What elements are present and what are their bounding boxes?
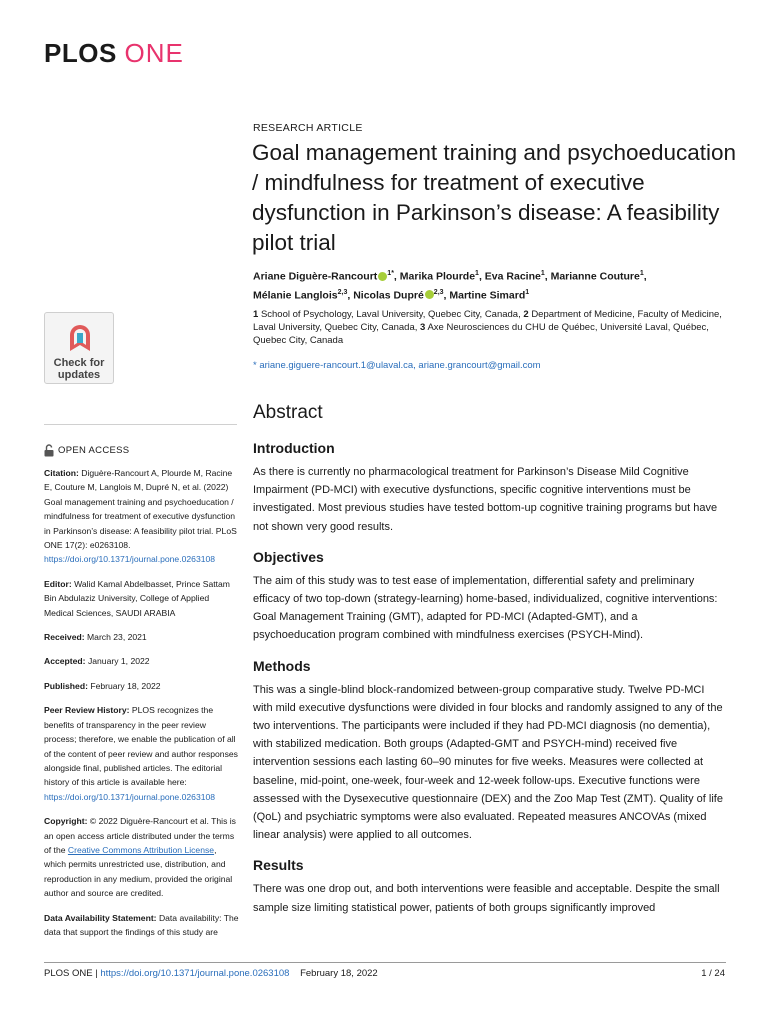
logo-one: ONE — [124, 38, 184, 68]
open-access-label: OPEN ACCESS — [44, 444, 129, 457]
section-heading: Results — [253, 857, 304, 874]
license-link[interactable]: Creative Commons Attribution License — [67, 844, 215, 855]
author-name[interactable]: Marika Plourde — [399, 270, 476, 283]
crossmark-icon — [65, 321, 95, 353]
orcid-icon[interactable] — [378, 272, 387, 281]
section-text: The aim of this study was to test ease of implementation, differential safety and preliminary efficacy of two top-down (strategy-learning) home-based, individualized, cognitive interventions: Goal Management Training (GMT), adapted for PD-MCI (Adapted-GMT), and a psychoeducation program combined with mindfulness exercises (PSYCH-Mind). — [253, 574, 718, 642]
page-number: 1 / 24 — [701, 968, 725, 979]
check-for-updates-badge[interactable]: Check for updates — [44, 312, 114, 384]
article-title: Goal management training and psychoeducation / mindfulness for treatment of executive dysfunction in Parkinson’s disease: A feasibility pilot trial — [252, 140, 737, 255]
footer-doi-link[interactable]: https://doi.org/10.1371/journal.pone.0263108 — [100, 968, 290, 979]
author-name[interactable]: Eva Racine — [484, 270, 541, 283]
author-name[interactable]: Nicolas Dupré — [353, 289, 424, 301]
section-heading: Methods — [253, 657, 311, 674]
open-lock-icon — [44, 444, 54, 457]
peer-review-block: Peer Review History: PLOS recognizes the benefits of transparency in the peer review process; therefore, we enable the publication of all of the content of peer review and author responses alongside final, published articles. The editorial history of this article is available here: https://doi.org/10.1371/journal.pone.0263108 — [44, 705, 238, 802]
published-block: Published: February 18, 2022 — [44, 680, 161, 691]
article-metadata-sidebar — [44, 466, 239, 949]
received-block: Received: March 23, 2021 — [44, 632, 147, 643]
author-list: Ariane Diguère-Rancourt $^{1*}$, Marika Plourde$^1$, Eva Racine$^1$, Marianne Couture$^1$, Mélanie Langlois$^{2,3}$, Nicolas Dupré $^{2,3}$, Martine Simard$^1$ — [253, 270, 647, 301]
footer-divider — [44, 962, 726, 963]
peer-review-link[interactable]: https://doi.org/10.1371/journal.pone.0263108 — [44, 791, 216, 802]
editor-block: Editor: Walid Kamal Abdelbasset, Prince Sattam Bin Abdulaziz University, College of Applied Medical Sciences, SAUDI ARABIA — [44, 578, 230, 618]
author-name[interactable]: Marianne Couture — [550, 270, 640, 283]
email-link[interactable]: ariane.giguere-rancourt.1@ulaval.ca, ariane.grancourt@gmail.com — [259, 360, 541, 371]
author-name[interactable]: Mélanie Langlois — [253, 289, 338, 301]
correspondence: * ariane.giguere-rancourt.1@ulaval.ca, ariane.grancourt@gmail.com — [253, 360, 541, 371]
author-name[interactable]: Martine Simard — [449, 289, 526, 301]
section-text: This was a single-blind block-randomized between-group comparative study. Twelve PD-MCI with mild executive dysfunctions were divided in four blocks and randomly assigned to any of the two interventions. The participants were included if they had PD-MCI diagnosis (no dementia), with stabilized medication. Both groups (Adapted-GMT and PSYCH-mind) received five intervention sessions each lasting 60–90 minutes for five weeks. Measures were collected at baseline, mid-point, one-week, four-week and 12-week follow-ups. Executive functions were assessed with the Dysexecutive questionnaire (DEX) and the Zoo Map Test (ZMT). Quality of life (QoL) and psychiatric symptoms were also evaluated. Repeated measures ANCOVAs (mixed linear analysis) were applied to all outcomes. — [253, 683, 723, 842]
article-type: RESEARCH ARTICLE — [253, 122, 363, 134]
citation-block: Citation: Diguère-Rancourt A, Plourde M, Racine E, Couture M, Langlois M, Dupré N, et al. (2022) Goal management training and psychoeducation / mindfulness for treatment of executive dysfunction in Parkinson’s disease: A feasibility pilot trial. PLoS ONE 17(2): e0263108. https://doi.org/10.1371/journal.pone.0263108 — [44, 468, 237, 565]
section-text: There was one drop out, and both interventions were feasible and acceptable. Despite the small sample size limiting statistical power, patients of both groups significantly improved — [253, 883, 720, 914]
data-availability-block: Data Availability Statement: Data availability: The data that support the findings of this study are — [44, 912, 239, 937]
copyright-block: Copyright: © 2022 Diguère-Rancourt et al. This is an open access article distributed under the terms of the Creative Commons Attribution License, which permits unrestricted use, distribution, and reproduction in any medium, provided the original author and source are credited. — [44, 816, 236, 899]
section-heading: Objectives — [253, 548, 324, 565]
abstract-body — [253, 440, 723, 930]
abstract-heading: Abstract — [253, 402, 323, 423]
orcid-icon[interactable] — [425, 290, 434, 299]
accepted-block: Accepted: January 1, 2022 — [44, 656, 150, 667]
affiliations: 1 School of Psychology, Laval University, Quebec City, Canada, 2 Department of Medicine, Faculty of Medicine, Laval University, Quebec City, Canada, 3 Axe Neurosciences du CHU de Québec, Université Laval, Québec, Quebec City, Canada — [253, 309, 722, 346]
section-text: As there is currently no pharmacological treatment for Parkinson’s Disease Mild Cognitive Impairment (PD-MCI) with executive dysfunctions, specific cognitive interventions must be investigated. Most previous studies have tested bottom-up cognitive training programs but have not shown very good results. — [253, 466, 718, 533]
section-heading: Introduction — [253, 440, 335, 456]
sidebar-divider — [44, 424, 237, 425]
author-name[interactable]: Ariane Diguère-Rancourt — [253, 270, 378, 283]
logo-plos: PLOS — [44, 38, 117, 68]
journal-logo[interactable] — [44, 38, 184, 69]
page-footer: PLOS ONE | https://doi.org/10.1371/journal.pone.0263108 February 18, 2022 — [44, 968, 378, 979]
citation-doi-link[interactable]: https://doi.org/10.1371/journal.pone.0263108 — [44, 554, 216, 565]
